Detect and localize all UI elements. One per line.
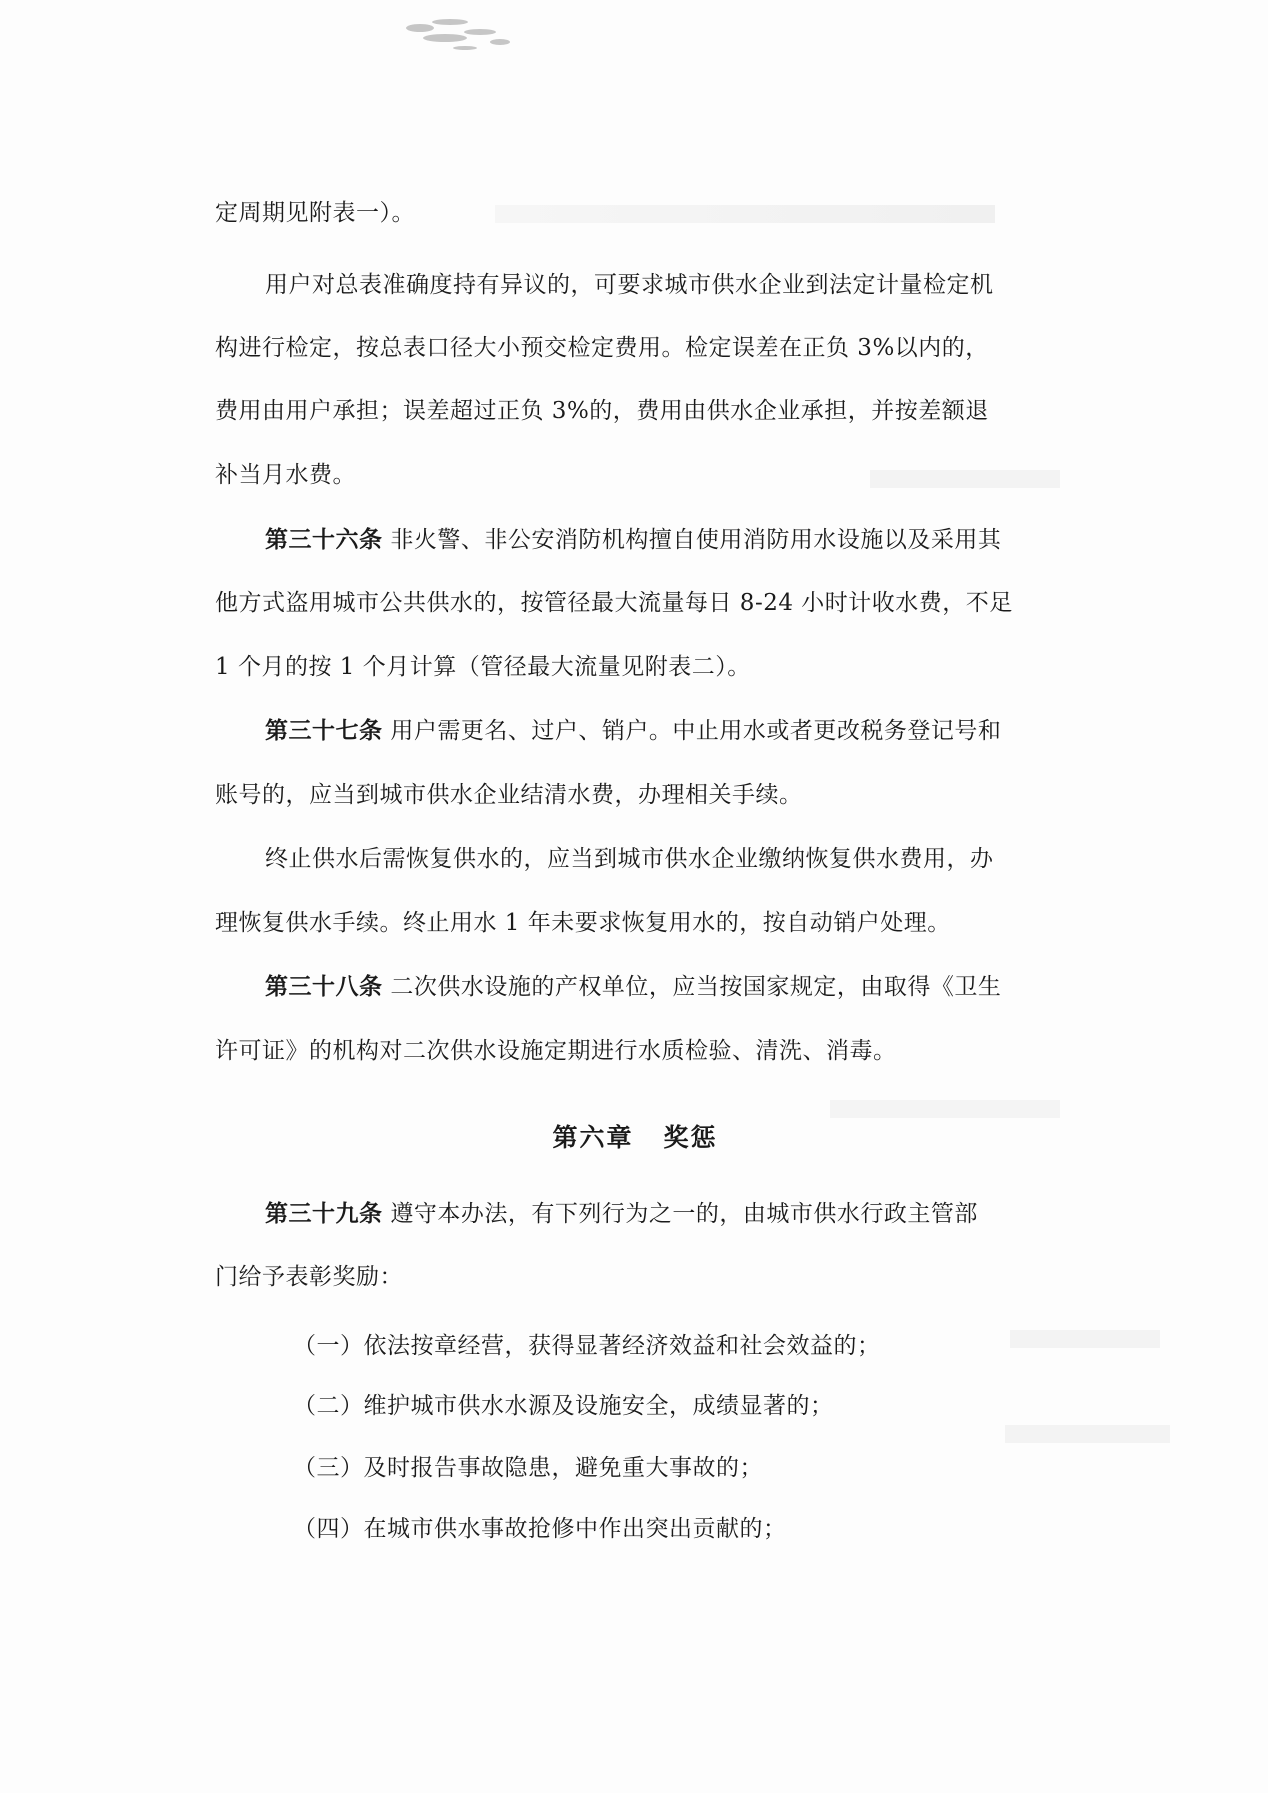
line-text: （二）维护城市供水水源及设施安全，成绩显著的； (293, 1393, 834, 1419)
article-label: 第三十九条 (265, 1201, 383, 1227)
chapter-heading (215, 1118, 1055, 1154)
line-text: 账号的，应当到城市供水企业结清水费，办理相关手续。 (215, 782, 803, 808)
paragraph-line (265, 844, 994, 874)
line-text: 许可证》的机构对二次供水设施定期进行水质检验、清洗、消毒。 (215, 1038, 897, 1064)
list-item (293, 1331, 881, 1361)
paragraph-line (215, 333, 989, 363)
article-label: 第三十八条 (265, 974, 383, 1000)
paragraph-line (265, 270, 994, 300)
paragraph-line (215, 396, 989, 426)
article-36 (265, 525, 1001, 555)
line-text: 二次供水设施的产权单位，应当按国家规定，由取得《卫生 (390, 974, 1002, 1000)
list-item (293, 1514, 787, 1544)
paragraph-line (215, 460, 356, 490)
line-text: 非火警、非公安消防机构擅自使用消防用水设施以及采用其 (390, 527, 1002, 553)
article-37 (265, 716, 1001, 746)
list-item (293, 1453, 763, 1483)
bleed-through-line (1010, 1330, 1160, 1348)
line-text: 用户对总表准确度持有异议的，可要求城市供水企业到法定计量检定机 (265, 272, 994, 298)
paragraph-line (215, 908, 951, 938)
line-text: 门给予表彰奖励： (215, 1264, 403, 1290)
article-label: 第三十七条 (265, 718, 383, 744)
line-text: 他方式盗用城市公共供水的，按管径最大流量每日 8-24 小时计收水费，不足 (215, 590, 1013, 616)
line-text: 终止供水后需恢复供水的，应当到城市供水企业缴纳恢复供水费用，办 (265, 846, 994, 872)
line-text: 1 个月的按 1 个月计算（管径最大流量见附表二）。 (215, 654, 751, 680)
line-text: 定周期见附表一）。 (215, 200, 415, 226)
paragraph-line (215, 588, 1013, 618)
line-text: （一）依法按章经营，获得显著经济效益和社会效益的； (293, 1333, 881, 1359)
line-text: 补当月水费。 (215, 462, 356, 488)
scan-smudge (390, 10, 530, 56)
bleed-through-line (495, 205, 995, 223)
paragraph-line (215, 780, 803, 810)
line-text: （三）及时报告事故隐患，避免重大事故的； (293, 1455, 763, 1481)
line-text: 理恢复供水手续。终止用水 1 年未要求恢复用水的，按自动销户处理。 (215, 910, 951, 936)
line-text: 用户需更名、过户、销户。中止用水或者更改税务登记号和 (390, 718, 1002, 744)
article-label: 第三十六条 (265, 527, 383, 553)
article-38 (265, 972, 1001, 1002)
paragraph-line (215, 1262, 403, 1292)
paragraph-line (215, 198, 415, 228)
line-text: 费用由用户承担；误差超过正负 3%的，费用由供水企业承担，并按差额退 (215, 398, 989, 424)
bleed-through-line (870, 470, 1060, 488)
chapter-number: 第六章 (552, 1123, 634, 1152)
bleed-through-line (1005, 1425, 1170, 1443)
chapter-title: 奖惩 (663, 1123, 718, 1152)
line-text: 遵守本办法，有下列行为之一的，由城市供水行政主管部 (390, 1201, 978, 1227)
list-item (293, 1391, 834, 1421)
line-text: 构进行检定，按总表口径大小预交检定费用。检定误差在正负 3%以内的， (215, 335, 989, 361)
article-39 (265, 1199, 978, 1229)
paragraph-line (215, 652, 751, 682)
paragraph-line (215, 1036, 897, 1066)
line-text: （四）在城市供水事故抢修中作出突出贡献的； (293, 1516, 787, 1542)
bleed-through-line (830, 1100, 1060, 1118)
